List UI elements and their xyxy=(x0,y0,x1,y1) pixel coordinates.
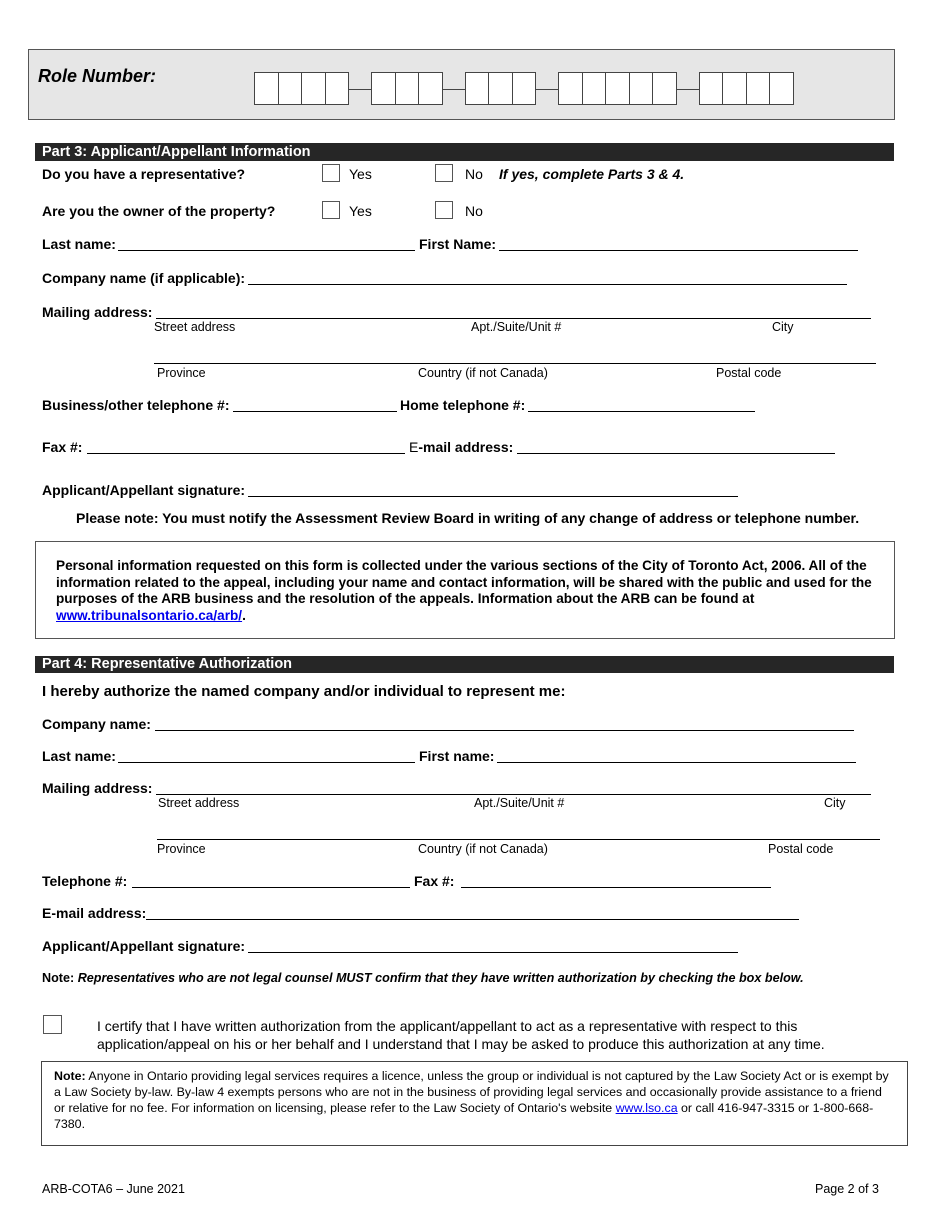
home-tel-label: Home telephone #: xyxy=(400,397,526,413)
role-digit-cell[interactable] xyxy=(301,72,326,105)
business-tel-field[interactable] xyxy=(233,411,397,412)
rep-signature-label: Applicant/Appellant signature: xyxy=(42,938,246,954)
owner-no-label: No xyxy=(465,203,483,219)
owner-yes-checkbox[interactable] xyxy=(322,201,340,219)
rep-fax-label: Fax #: xyxy=(414,873,455,889)
page-number: Page 2 of 3 xyxy=(815,1182,879,1196)
role-digit-cell[interactable] xyxy=(652,72,677,105)
province-country-field[interactable] xyxy=(154,363,876,364)
rep-yes-label: Yes xyxy=(349,166,372,182)
authorize-statement: I hereby authorize the named company and/or individual to represent me: xyxy=(42,683,566,700)
rep-company-field[interactable] xyxy=(155,730,854,731)
role-digit-cell[interactable] xyxy=(722,72,747,105)
rep-note: If yes, complete Parts 3 & 4. xyxy=(499,166,685,182)
rep-question: Do you have a representative? xyxy=(42,166,246,182)
rep-last-name-field[interactable] xyxy=(118,762,415,763)
certify-statement: I certify that I have written authorization from the applicant/appellant to act as a representative with respect to this application/appeal on his or her behalf and I understand that I may be asked to produce this authorization at any time. xyxy=(97,1018,825,1052)
rep-city-caption: City xyxy=(824,796,846,810)
company-field[interactable] xyxy=(248,284,847,285)
rep-note: Note: Representatives who are not legal counsel MUST confirm that they have written authorization by checking the box below. xyxy=(42,971,804,985)
company-label: Company name (if applicable): xyxy=(42,270,246,286)
mailing-field[interactable] xyxy=(156,318,871,319)
role-separator xyxy=(349,89,371,90)
rep-mailing-label: Mailing address: xyxy=(42,780,153,796)
rep-province-country-field[interactable] xyxy=(157,839,880,840)
role-digit-cell[interactable] xyxy=(371,72,396,105)
owner-yes-label: Yes xyxy=(349,203,372,219)
signature-field[interactable] xyxy=(248,496,738,497)
role-digit-cell[interactable] xyxy=(769,72,794,105)
mailing-label: Mailing address: xyxy=(42,304,153,320)
rep-last-name-label: Last name: xyxy=(42,748,116,764)
rep-telephone-field[interactable] xyxy=(132,887,410,888)
form-id: ARB-COTA6 – June 2021 xyxy=(42,1182,185,1196)
role-digit-cell[interactable] xyxy=(465,72,490,105)
rep-no-label: No xyxy=(465,166,483,182)
part4-header: Part 4: Representative Authorization xyxy=(35,656,894,673)
role-digit-cell[interactable] xyxy=(699,72,724,105)
signature-label: Applicant/Appellant signature: xyxy=(42,482,246,498)
rep-province-caption: Province xyxy=(157,842,206,856)
role-separator xyxy=(677,89,699,90)
fax-field[interactable] xyxy=(87,453,405,454)
role-digit-cell[interactable] xyxy=(278,72,303,105)
rep-first-name-field[interactable] xyxy=(497,762,856,763)
rep-mailing-field[interactable] xyxy=(156,794,871,795)
country-caption: Country (if not Canada) xyxy=(418,366,548,380)
apt-caption: Apt./Suite/Unit # xyxy=(471,320,562,334)
owner-no-checkbox[interactable] xyxy=(435,201,453,219)
fax-label: Fax #: xyxy=(42,439,83,455)
role-separator xyxy=(443,89,465,90)
role-digit-cell[interactable] xyxy=(325,72,350,105)
province-caption: Province xyxy=(157,366,206,380)
postal-caption: Postal code xyxy=(716,366,782,380)
rep-company-label: Company name: xyxy=(42,716,151,732)
rep-email-field[interactable] xyxy=(146,919,799,920)
last-name-label: Last name: xyxy=(42,236,116,252)
certify-checkbox[interactable] xyxy=(43,1015,62,1034)
email-field[interactable] xyxy=(517,453,835,454)
rep-telephone-label: Telephone #: xyxy=(42,873,128,889)
role-digit-cell[interactable] xyxy=(629,72,654,105)
rep-fax-field[interactable] xyxy=(461,887,771,888)
role-digit-cell[interactable] xyxy=(512,72,537,105)
business-tel-label: Business/other telephone #: xyxy=(42,397,230,413)
rep-country-caption: Country (if not Canada) xyxy=(418,842,548,856)
rep-signature-field[interactable] xyxy=(248,952,738,953)
street-caption: Street address xyxy=(154,320,236,334)
rep-apt-caption: Apt./Suite/Unit # xyxy=(474,796,565,810)
owner-question: Are you the owner of the property? xyxy=(42,203,276,219)
first-name-label: First Name: xyxy=(419,236,497,252)
rep-email-label: E-mail address: xyxy=(42,905,147,921)
tribunals-link[interactable]: www.tribunalsontario.ca/arb/ xyxy=(56,607,243,623)
last-name-field[interactable] xyxy=(118,250,415,251)
role-digit-cell[interactable] xyxy=(746,72,771,105)
rep-no-checkbox[interactable] xyxy=(435,164,453,182)
role-digit-cell[interactable] xyxy=(558,72,583,105)
rep-yes-checkbox[interactable] xyxy=(322,164,340,182)
first-name-field[interactable] xyxy=(499,250,858,251)
please-note: Please note: You must notify the Assessment Review Board in writing of any change of address or telephone number. xyxy=(76,510,860,526)
role-separator xyxy=(536,89,558,90)
role-digit-cell[interactable] xyxy=(418,72,443,105)
role-digit-cell[interactable] xyxy=(254,72,279,105)
role-digit-cell[interactable] xyxy=(605,72,630,105)
email-label: E-mail address: xyxy=(409,439,514,455)
lso-link[interactable]: www.lso.ca xyxy=(615,1101,678,1115)
rep-street-caption: Street address xyxy=(158,796,240,810)
role-number-label: Role Number: xyxy=(38,66,157,86)
privacy-notice: Personal information requested on this form is collected under the various sections of the City of Toronto Act, 2006. All of the information related to the appeal, including your name and contact information, will be shared with the public and used for the purposes of the ARB business and the resolution of the appeals. Information about the ARB can be found at www.tribunalsontario.ca/arb/. xyxy=(56,558,872,623)
rep-postal-caption: Postal code xyxy=(768,842,834,856)
city-caption: City xyxy=(772,320,794,334)
role-digit-cell[interactable] xyxy=(395,72,420,105)
role-digit-cell[interactable] xyxy=(582,72,607,105)
rep-first-name-label: First name: xyxy=(419,748,495,764)
home-tel-field[interactable] xyxy=(528,411,755,412)
legal-note: Note: Anyone in Ontario providing legal services requires a licence, unless the group or individual is not captured by the Law Society Act or is exempt by a Law Society by-law. By-law 4 exempts persons who are not in the business of providing legal services and occasionally provide assistance to a friend or relative for no fee. For information on licensing, please refer to the Law Society of Ontario's website www.lso.ca or call 416-947-3315 or 1-800-668-7380. xyxy=(54,1069,889,1131)
role-digit-cell[interactable] xyxy=(488,72,513,105)
part3-header: Part 3: Applicant/Appellant Information xyxy=(35,143,894,161)
